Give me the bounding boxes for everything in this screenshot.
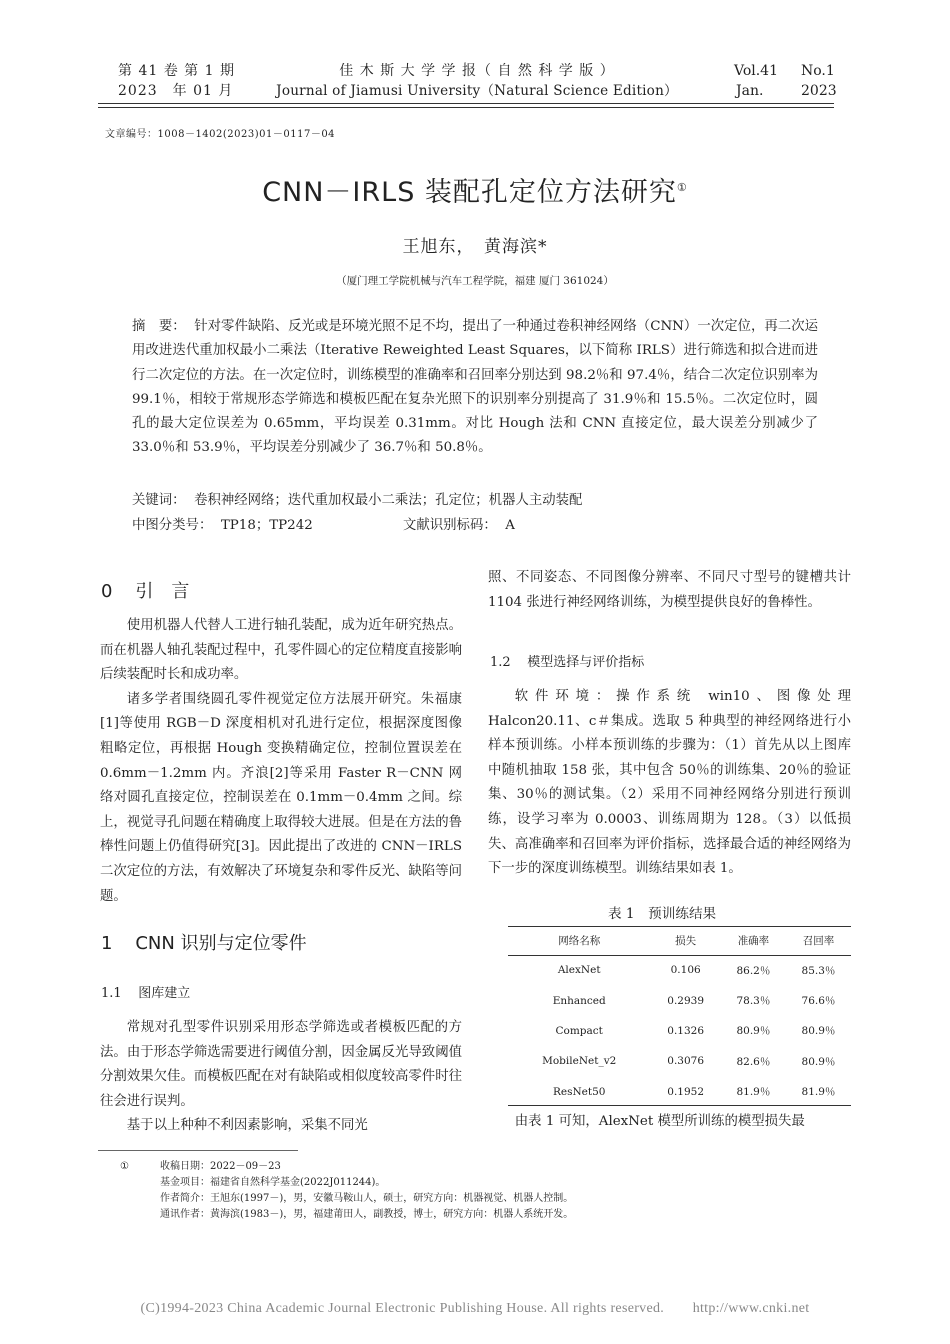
table-1-caption: 表 1 预训练结果 [608, 906, 717, 922]
doc-code-value: A [505, 518, 515, 533]
authors: 王旭东， 黄海滨* [402, 237, 548, 257]
table-row [508, 1077, 851, 1107]
footnote-fund: 基金项目：福建省自然科学基金(2022J011244)。 [160, 1177, 386, 1188]
section-0-number: 0 [101, 581, 113, 602]
abstract-label: 摘 要： [132, 319, 186, 334]
table-row [508, 985, 851, 1015]
table-cell: 81.9％ [801, 1086, 836, 1099]
table-row [508, 1016, 851, 1046]
paper-title-text: CNN－IRLS 装配孔定位方法研究 [262, 177, 677, 208]
footnote-received: 收稿日期：2022－09－23 [160, 1161, 281, 1172]
section-1-1-number: 1.1 [101, 986, 122, 1001]
document-code [403, 514, 515, 533]
header-rule-thick [98, 103, 834, 104]
table-1 [508, 927, 851, 1107]
table-cell: 78.3％ [736, 995, 771, 1008]
keywords-label: 关键词： [132, 493, 186, 508]
footnote-rule [98, 1150, 298, 1151]
affiliation: （厦门理工学院机械与汽车工程学院，福建 厦门 361024） [336, 275, 614, 287]
doc-code-label: 文献识别标码： [403, 518, 497, 533]
footnote-corresponding: 通讯作者：黄海滨(1983－)，男，福建莆田人，副教授，博士，研究方向：机器人系统开发。 [160, 1209, 574, 1220]
table-header-cell: 网络名称 [508, 927, 650, 955]
table-cell: 86.2％ [736, 964, 771, 977]
table-header-cell: 召回率 [786, 927, 851, 955]
volume-en: Vol.41 [734, 63, 778, 79]
section-1-2-number: 1.2 [490, 655, 511, 670]
table-cell: ResNet50 [552, 1085, 606, 1098]
keywords-text: 卷积神经网络；迭代重加权最小二乘法；孔定位；机器人主动装配 [194, 493, 583, 508]
footnote-mark: ① [120, 1161, 129, 1172]
table-cell: MobileNet_v2 [542, 1055, 617, 1068]
section-1-1-heading [101, 982, 190, 1001]
table-cell: 76.6％ [801, 995, 836, 1008]
table-cell: 0.106 [670, 964, 701, 977]
abstract [132, 315, 818, 461]
table-cell: 81.9％ [736, 1086, 771, 1099]
footnote-author-bio: 作者简介：王旭东(1997－)，男，安徽马鞍山人，硕士，研究方向：机器视觉、机器人控制。 [160, 1193, 574, 1204]
table-row [508, 1046, 851, 1076]
paragraph: 基于以上种种不利因素影响，采集不同光 [126, 1118, 368, 1134]
paragraph: 由表 1 可知，AlexNet 模型所训练的模型损失最 [514, 1114, 805, 1129]
section-1-number: 1 [101, 933, 113, 954]
article-number: 文章编号：1008－1402(2023)01－0117－04 [105, 129, 336, 140]
section-1-2-body [488, 685, 851, 882]
table-cell: 80.9％ [801, 1055, 836, 1068]
table-header-cell: 损失 [650, 927, 721, 955]
keywords [132, 489, 582, 508]
table-bottom-rule [508, 1105, 851, 1106]
number-en: No.1 [801, 63, 835, 79]
section-1-2-heading [490, 651, 644, 670]
table-header-cell: 准确率 [721, 927, 786, 955]
paragraph: 使用机器人代替人工进行轴孔装配，成为近年研究热点。而在机器人轴孔装配过程中，孔零件圆心的定位精度直接影响后续装配时长和成功率。 [100, 618, 462, 683]
title-footnote-mark: ① [676, 181, 688, 194]
table-row [508, 955, 851, 985]
issue-date: 2023 年 01 月 [118, 83, 234, 99]
section-1-title: CNN 识别与定位零件 [135, 933, 307, 954]
section-1-1-title: 图库建立 [138, 986, 191, 1001]
section-0-title: 引 言 [135, 581, 190, 602]
table-header-row [508, 927, 851, 955]
journal-name-cn: 佳 木 斯 大 学 学 报（ 自 然 科 学 版 ） [339, 63, 615, 79]
section-1-2-title: 模型选择与评价指标 [527, 655, 645, 670]
table-cell: AlexNet [557, 964, 601, 977]
table-cell: 82.6％ [736, 1055, 771, 1068]
table-cell: Compact [555, 1024, 603, 1037]
paragraph: 照、不同姿态、不同图像分辨率、不同尺寸型号的键槽共计 1104 张进行神经网络训练，为模型提供良好的鲁棒性。 [488, 570, 851, 610]
table-cell: 0.3076 [667, 1055, 705, 1068]
volume-issue: 第 41 卷 第 1 期 [118, 63, 235, 79]
month-en: Jan. [736, 83, 764, 99]
section-1-2-body-2 [488, 1110, 851, 1135]
table-cell: 80.9％ [736, 1025, 771, 1038]
section-1-heading [101, 929, 307, 955]
clc-label: 中图分类号： [132, 518, 213, 533]
table-cell: 85.3％ [801, 964, 836, 977]
year-en: 2023 [801, 83, 837, 99]
table-cell: 0.1326 [667, 1024, 705, 1037]
header-rule-thin [98, 107, 834, 108]
table-cell: 0.2939 [667, 994, 705, 1007]
copyright-notice: (C)1994-2023 China Academic Journal Electronic Publishing House. All rights reserved. http://www.cnki.net [140, 1301, 810, 1316]
journal-name-en: Journal of Jiamusi University（Natural Science Edition） [276, 83, 678, 99]
section-0-body [100, 614, 462, 909]
clc-value: TP18；TP242 [220, 518, 313, 533]
paper-title [0, 170, 950, 209]
table-cell: Enhanced [552, 994, 606, 1007]
section-1-1-body-continued [488, 566, 851, 615]
paragraph: 常规对孔型零件识别采用形态学筛选或者模板匹配的方法。由于形态学筛选需要进行阈值分割，因金属反光导致阈值分割效果欠佳。而模板匹配在对有缺陷或相似度较高零件时往往会进行误判。 [100, 1020, 462, 1109]
table-cell: 80.9％ [801, 1025, 836, 1038]
paragraph: 诸多学者围绕圆孔零件视觉定位方法展开研究。朱福康[1]等使用 RGB－D 深度相机对孔进行定位，根据深度图像粗略定位，再根据 Hough 变换精确定位，控制位置误差在 0.6mm－1.2mm 内。齐浪[2]等采用 Faster R－CNN 网络对圆孔直接定位，控制误差在 0.1mm－0.4mm 之间。综上，视觉寻孔问题在精确度上取得较大进展。但是在方法的鲁棒性问题上仍值得研究[3]。因此提出了改进的 CNN－IRLS 二次定位的方法，有效解决了环境复杂和零件反光、缺陷等问题。 [100, 691, 462, 904]
section-1-1-body [100, 1016, 462, 1139]
abstract-text: 针对零件缺陷、反光或是环境光照不足不均，提出了一种通过卷积神经网络（CNN）一次定位，再二次运用改进迭代重加权最小二乘法（Iterative Reweighted Least Squares，以下简称 IRLS）进行筛选和拟合进而进行二次定位的方法。在一次定位时，训练模型的准确率和召回率分别达到 98.2％和 97.4％，结合二次定位识别率为 99.1％，相较于常规形态学筛选和模板匹配在复杂光照下的识别率分别提高了 31.9％和 15.5％。二次定位时，圆孔的最大定位误差为 0.65mm，平均误差 0.31mm。对比 Hough 法和 CNN 直接定位，最大误差分别减少了 33.0％和 53.9％，平均误差分别减少了 36.7％和 50.8％。 [132, 319, 819, 456]
table-cell: 0.1952 [667, 1085, 705, 1098]
section-0-heading [101, 577, 189, 603]
paragraph: 软件环境：操作系统 win10、图像处理 Halcon20.11、c＃集成。选取 5 种典型的神经网络进行小样本预训练。小样本预训练的步骤为：（1）首先从以上图库中随机抽取 158 张，其中包含 50％的训练集、20％的验证集、30％的测试集。（2）采用不同神经网络分别进行预训练，设学习率为 0.0003、训练周期为 128。（3）以低损失、高准确率和召回率为评价指标，选择最合适的神经网络为下一步的深度训练模型。训练结果如表 1。 [488, 689, 851, 877]
clc-number [132, 514, 313, 533]
